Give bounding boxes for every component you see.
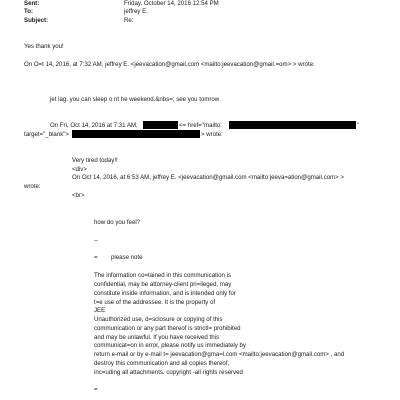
to-label: To: bbox=[24, 8, 34, 15]
disclaimer-line: The information co=tained in this communication is bbox=[94, 272, 232, 279]
redaction-block bbox=[143, 121, 178, 129]
disclaimer-line: constitute inside information, and is intended only for bbox=[94, 290, 236, 297]
disclaimer-line: communication or any part thereof is strictl= prohibited bbox=[94, 325, 241, 332]
quote2-line1-start: On Fri, Oct 14, 2016 at 7:31 AM, bbox=[50, 122, 138, 129]
disclaimer-line: Unauthorized use, d=sclosure or copying of this bbox=[94, 316, 223, 323]
quote1-text: jet lag. you can sleep o nt he weekend.&nbs=; see you tomrow bbox=[50, 96, 220, 103]
br-tag: <br> bbox=[72, 192, 85, 199]
disclaimer-line: return e-mail or by e-mail t= jeevacation@gma=l.com <mailto:jeevacation@gmail.com> , and bbox=[94, 351, 345, 358]
trailing-marker: = bbox=[94, 386, 98, 393]
disclaimer-line: and may be unlawful. If you have received this bbox=[94, 334, 219, 341]
subject-value: Re: bbox=[124, 17, 134, 24]
quote2-line2-start: target="_blank"> bbox=[24, 131, 69, 138]
div-tag: <div> bbox=[72, 166, 87, 173]
redaction-block bbox=[229, 121, 356, 129]
quote1-header: On O=t 14, 2016, at 7:32 AM, jeffrey E. <jeevacation@gmail.com <mailto:jeevacation@gmail.=om> > wrote: bbox=[24, 61, 315, 68]
subject-label: Subject: bbox=[24, 17, 49, 24]
quote3-header-wrote: wrote: bbox=[24, 183, 41, 190]
question-text: how do you feel? bbox=[94, 219, 141, 226]
disclaimer-line: t=e use of the addressee. It is the property of bbox=[94, 299, 216, 306]
sent-value: Friday, October 14, 2016 12:54 PM bbox=[124, 0, 219, 7]
quote2-line2-end: > wrote: bbox=[201, 131, 223, 138]
quote3-header: On Oct 14, 2016, at 6:53 AM, jeffrey E. <jeevacation@gmail.com <mailto:jeeva=ation@gmail.com> > bbox=[72, 174, 344, 181]
disclaimer-line: destroy this communication and all copies thereof, bbox=[94, 360, 230, 367]
disclaimer-line: JEE bbox=[94, 307, 106, 314]
disclaimer-line: inc=uding all attachments. copyright -all rights reserved bbox=[94, 369, 243, 376]
quote2-text: Very tired today!! bbox=[72, 157, 118, 164]
signature-dashes: -- bbox=[94, 237, 99, 244]
redaction-block bbox=[72, 130, 200, 138]
quote2-line1-mid: <= href="mailto: bbox=[179, 122, 222, 129]
disclaimer-line: confidential, may be attorney-client pri=ileged, may bbox=[94, 281, 232, 288]
note-marker: = bbox=[94, 254, 98, 261]
quote2-line1-end: " bbox=[357, 122, 360, 129]
note-label: please note bbox=[111, 254, 143, 261]
sent-label: Sent: bbox=[24, 0, 40, 7]
to-value: jeffrey E. bbox=[124, 8, 148, 15]
disclaimer-line: communicat=on in error, please notify us immediately by bbox=[94, 342, 246, 349]
reply-text: Yes thank you! bbox=[24, 43, 64, 50]
